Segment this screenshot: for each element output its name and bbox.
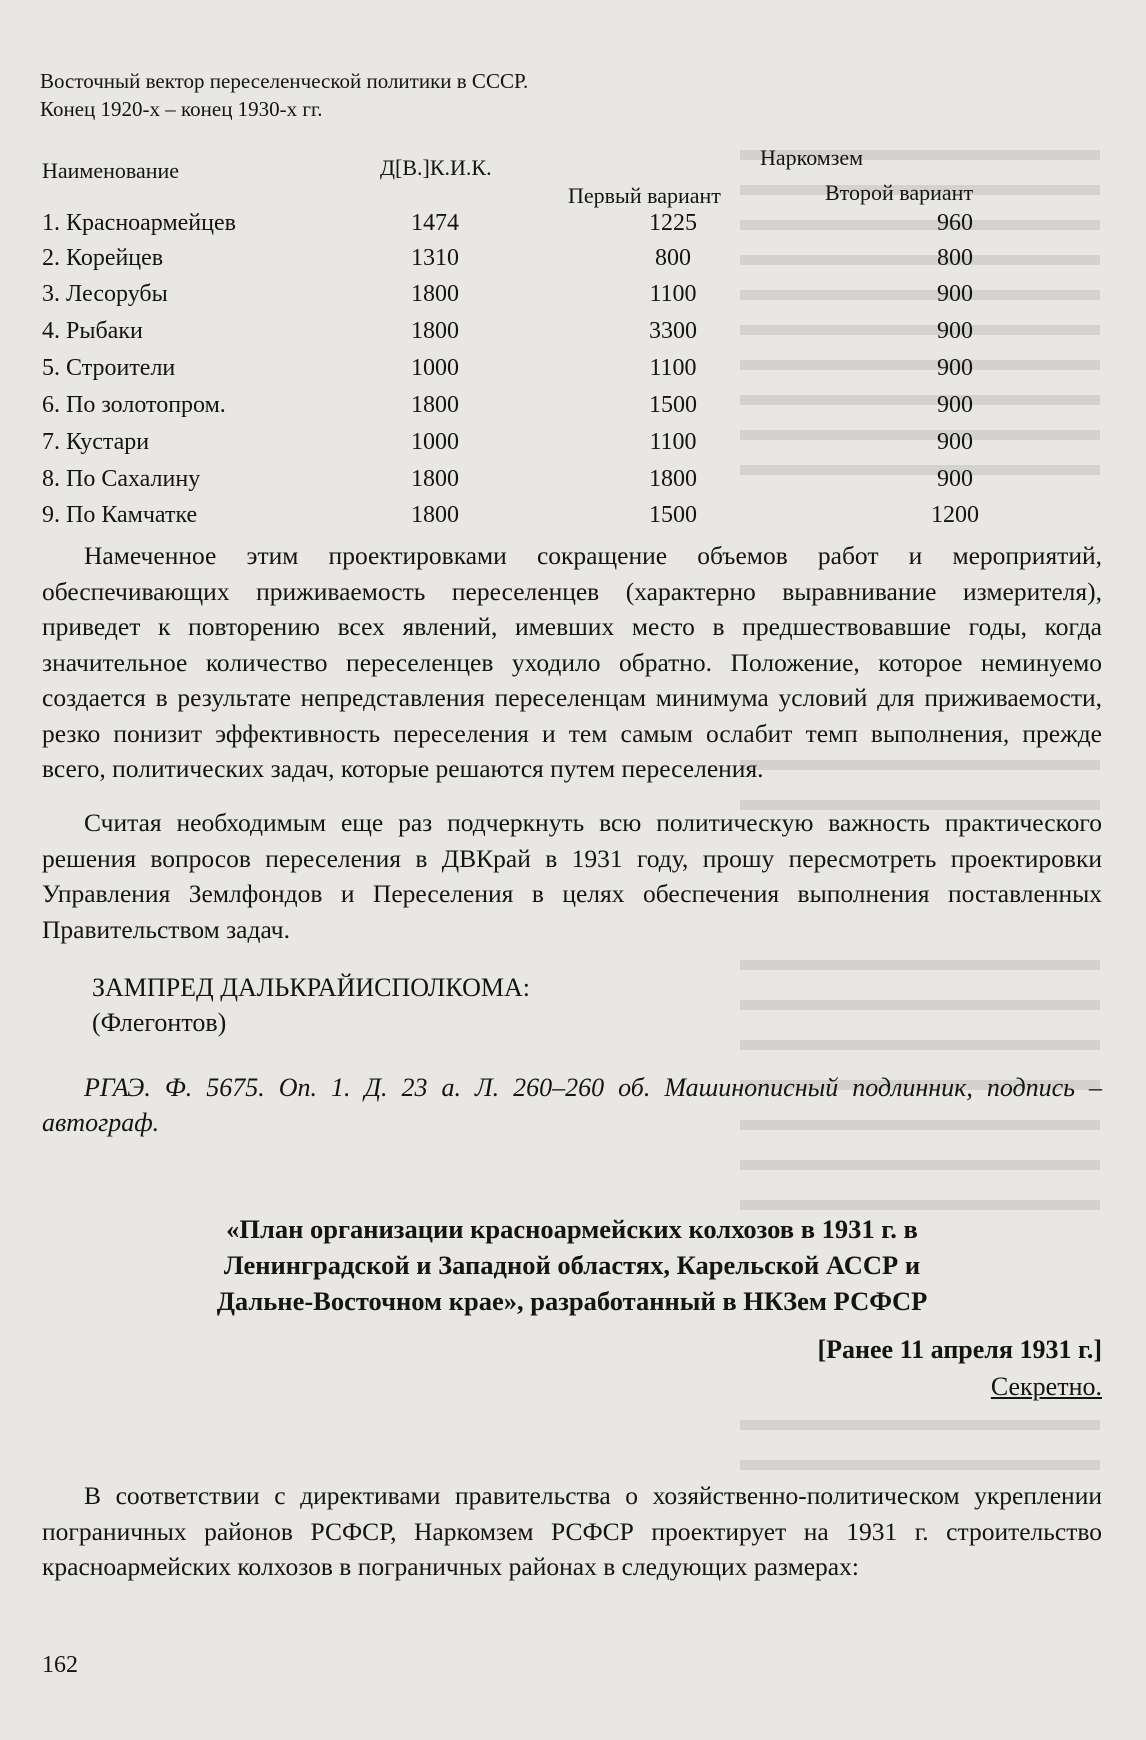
col-header-variant-1: Первый вариант — [568, 183, 721, 208]
table-cell-v1: 1225 — [649, 210, 697, 236]
table-row-name: 3. Лесорубы — [42, 281, 168, 307]
table-row-name: 8. По Сахалину — [42, 466, 201, 492]
running-header-line-2: Конец 1920-х – конец 1930-х гг. — [40, 97, 323, 121]
table-row-name: 1. Красноармейцев — [42, 210, 236, 236]
table-cell-v1: 1500 — [649, 392, 697, 418]
table-cell-v2: 900 — [937, 392, 973, 418]
table-row-name: 6. По золотопром. — [42, 392, 226, 418]
table-cell-dvkik: 1800 — [411, 392, 459, 418]
table-row-name: 9. По Камчатке — [42, 502, 198, 528]
table-cell-dvkik: 1310 — [411, 245, 459, 271]
table-cell-v2: 900 — [937, 466, 973, 492]
table-row-name: 7. Кустари — [42, 429, 150, 455]
table-cell-v1: 3300 — [649, 318, 697, 344]
table-cell-dvkik: 1000 — [411, 429, 459, 455]
running-header-line-1: Восточный вектор переселенческой политики в СССР. — [40, 69, 529, 93]
table-cell-v1: 1100 — [649, 429, 697, 455]
page-number: 162 — [42, 1652, 78, 1678]
body-paragraph-2: Считая необходимым еще раз подчеркнуть всю политическую важность практического решения вопросов переселения в ДВКрай в 1931 году, прошу пересмотреть проектировки Управления Землфондов и Переселения в целях обеспечения выполнения поставленных Правительством задач. — [42, 808, 1102, 944]
table-cell-v1: 1500 — [649, 502, 697, 528]
col-header-nkz: Наркомзем — [760, 145, 864, 170]
table-cell-v2: 800 — [937, 245, 973, 271]
document-title-line-1: «План организации красноармейских колхозов в 1931 г. в — [226, 1214, 918, 1244]
signature-title: ЗАМПРЕД ДАЛЬКРАЙИСПОЛКОМА: — [92, 973, 530, 1002]
table-row-name: 2. Корейцев — [42, 245, 164, 271]
table-row-name: 4. Рыбаки — [42, 318, 143, 344]
table-row-name: 5. Строители — [42, 355, 176, 381]
table-cell-v2: 900 — [937, 355, 973, 381]
col-header-name: Наименование — [42, 158, 180, 183]
document-title-line-3: Дальне-Восточном крае», разработанный в НКЗем РСФСР — [216, 1286, 928, 1316]
document-date: [Ранее 11 апреля 1931 г.] — [817, 1335, 1102, 1364]
secrecy-stamp: Секретно. — [990, 1372, 1102, 1401]
table-cell-dvkik: 1800 — [411, 502, 459, 528]
table-cell-dvkik: 1800 — [411, 281, 459, 307]
document-body-paragraph: В соответствии с директивами правительства о хозяйственно-политическом укреплении пограничных районов РСФСР, Наркомзем РСФСР проектирует на 1931 г. строительство красноармейских колхозов в пограничных районах в следующих размерах: — [42, 1481, 1102, 1581]
signature-name: (Флегонтов) — [92, 1008, 227, 1037]
col-header-dvkik: Д[В.]К.И.К. — [380, 155, 492, 180]
table-cell-dvkik: 1474 — [411, 210, 459, 236]
table-cell-v2: 960 — [937, 210, 973, 236]
table-cell-dvkik: 1000 — [411, 355, 459, 381]
col-header-variant-2: Второй вариант — [825, 180, 974, 205]
table-cell-v2: 1200 — [931, 502, 979, 528]
table-cell-v2: 900 — [937, 429, 973, 455]
table-cell-dvkik: 1800 — [411, 466, 459, 492]
document-title-line-2: Ленинградской и Западной областях, Карельской АССР и — [223, 1250, 921, 1280]
table-cell-v1: 800 — [655, 245, 691, 271]
table-cell-dvkik: 1800 — [411, 318, 459, 344]
archival-source-note: РГАЭ. Ф. 5675. Оп. 1. Д. 23 а. Л. 260–260 об. Машинописный подлинник, подпись – автограф. — [42, 1073, 1102, 1137]
table-cell-v1: 1100 — [649, 355, 697, 381]
table-cell-v2: 900 — [937, 281, 973, 307]
table-cell-v1: 1800 — [649, 466, 697, 492]
body-paragraph-1: Намеченное этим проектировками сокращение объемов работ и мероприятий, обеспечивающих приживаемость переселенцев (характерно выравнивание измерителя), приведет к повторению всех явлений, имевших место в предшествовавшие годы, когда значительное количество переселенцев уходило обратно. Положение, которое неминуемо создается в результате непредставления переселенцам минимума условий для приживаемости, резко понизит эффективность переселения и тем самым ослабит темп выполнения, прежде всего, политических задач, которые решаются путем переселения. — [42, 541, 1102, 783]
table-cell-v2: 900 — [937, 318, 973, 344]
table-cell-v1: 1100 — [649, 281, 697, 307]
